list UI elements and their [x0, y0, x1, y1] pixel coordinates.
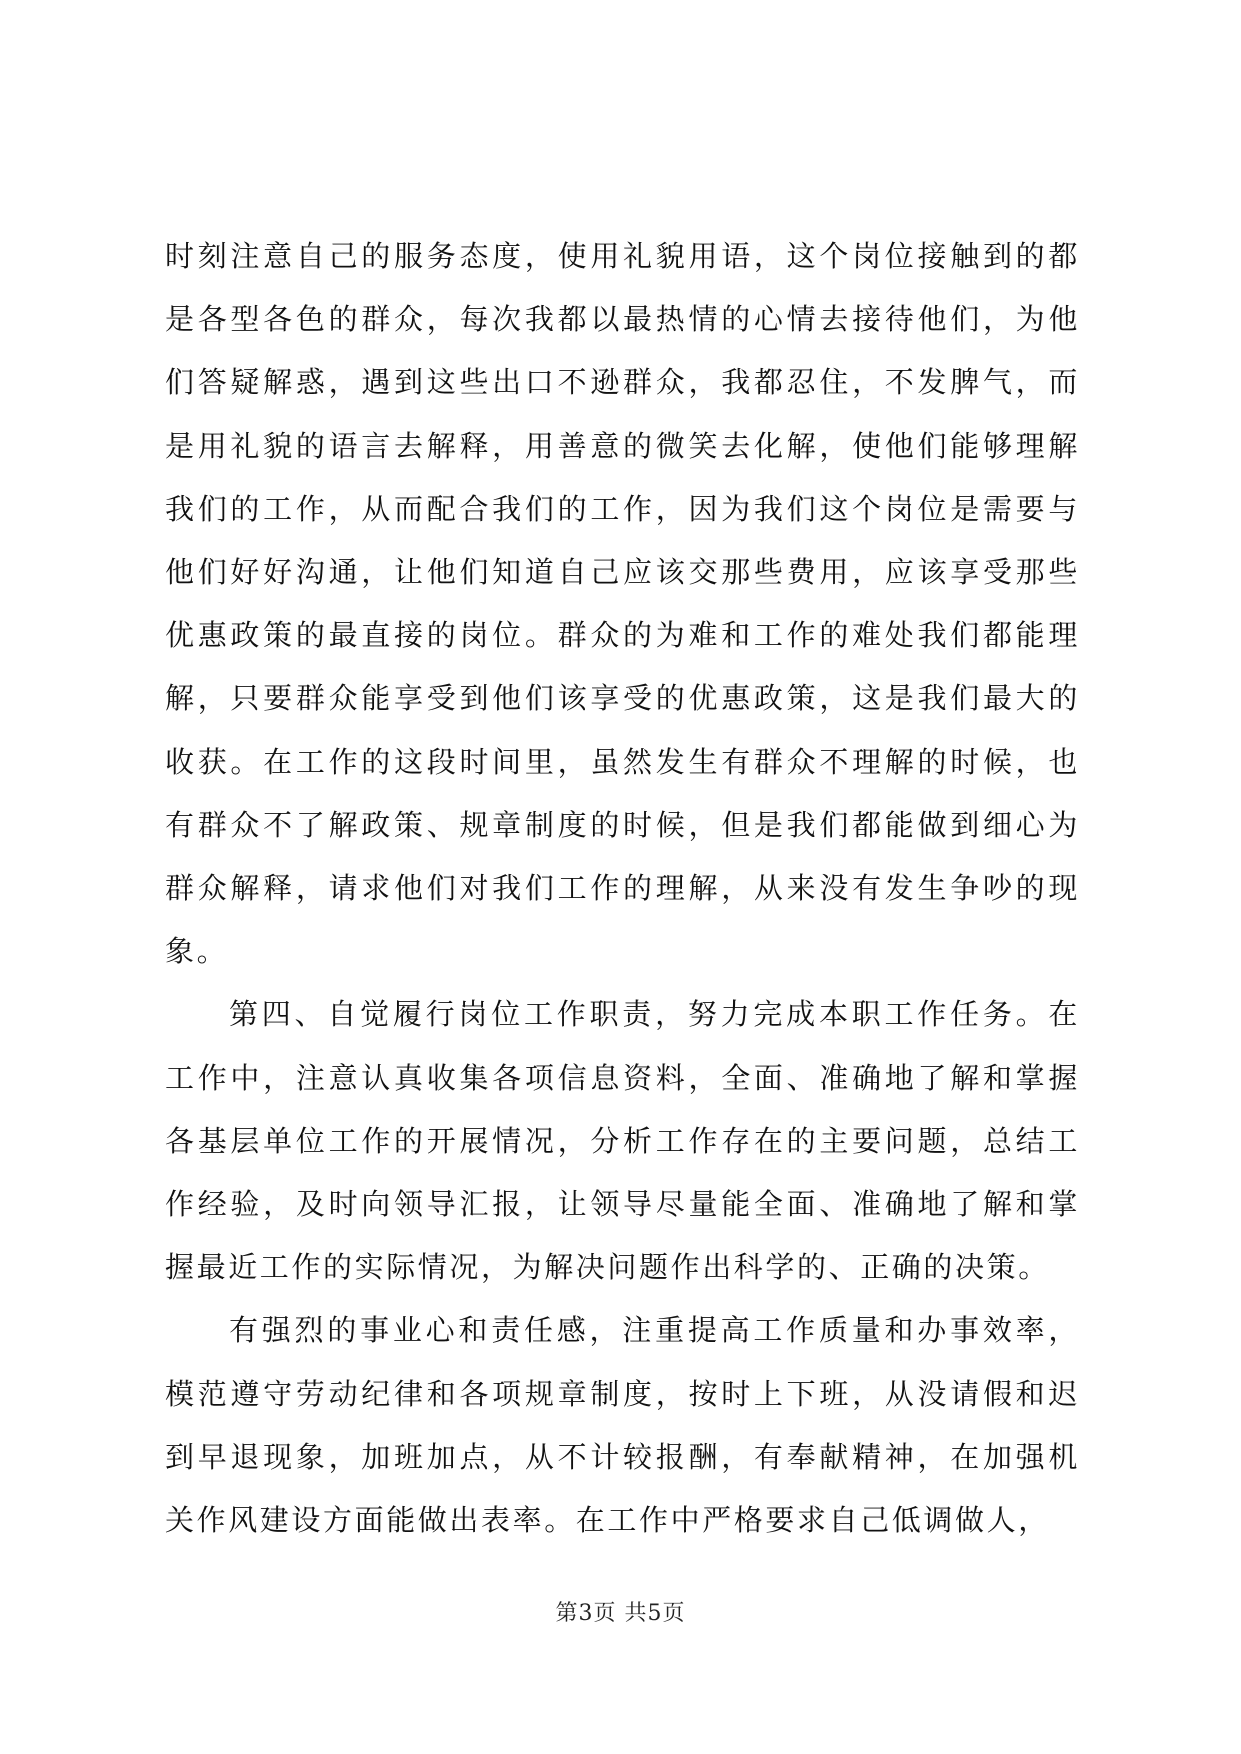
paragraph-service-attitude: 时刻注意自己的服务态度，使用礼貌用语，这个岗位接触到的都是各型各色的群众，每次我都以最热情的心情去接待他们，为他们答疑解惑，遇到这些出口不逊群众，我都忍住，不发脾气，而是用礼貌的语言去解释，用善意的微笑去化解，使他们能够理解我们的工作，从而配合我们的工作，因为我们这个岗位是需要与他们好好沟通，让他们知道自己应该交那些费用，应该享受那些优惠政策的最直接的岗位。群众的为难和工作的难处我们都能理解，只要群众能享受到他们该享受的优惠政策，这是我们最大的收获。在工作的这段时间里，虽然发生有群众不理解的时候，也有群众不了解政策、规章制度的时候，但是我们都能做到细心为群众解释，请求他们对我们工作的理解，从来没有发生争吵的现象。 [165, 239, 1080, 969]
document-body [165, 225, 1080, 1552]
paragraph-job-duties: 第四、自觉履行岗位工作职责，努力完成本职工作任务。在工作中，注意认真收集各项信息资料，全面、准确地了解和掌握各基层单位工作的开展情况，分析工作存在的主要问题，总结工作经验，及时向领导汇报，让领导尽量能全面、准确地了解和掌握最近工作的实际情况，为解决问题作出科学的、正确的决策。 [165, 997, 1080, 1285]
paragraph-work-ethic: 有强烈的事业心和责任感，注重提高工作质量和办事效率，模范遵守劳动纪律和各项规章制度，按时上下班，从没请假和迟到早退现象，加班加点，从不计较报酬，有奉献精神，在加强机关作风建设方面能做出表率。在工作中严格要求自己低调做人， [165, 1313, 1080, 1538]
page-number-footer: 第3页 共5页 [555, 1601, 686, 1626]
